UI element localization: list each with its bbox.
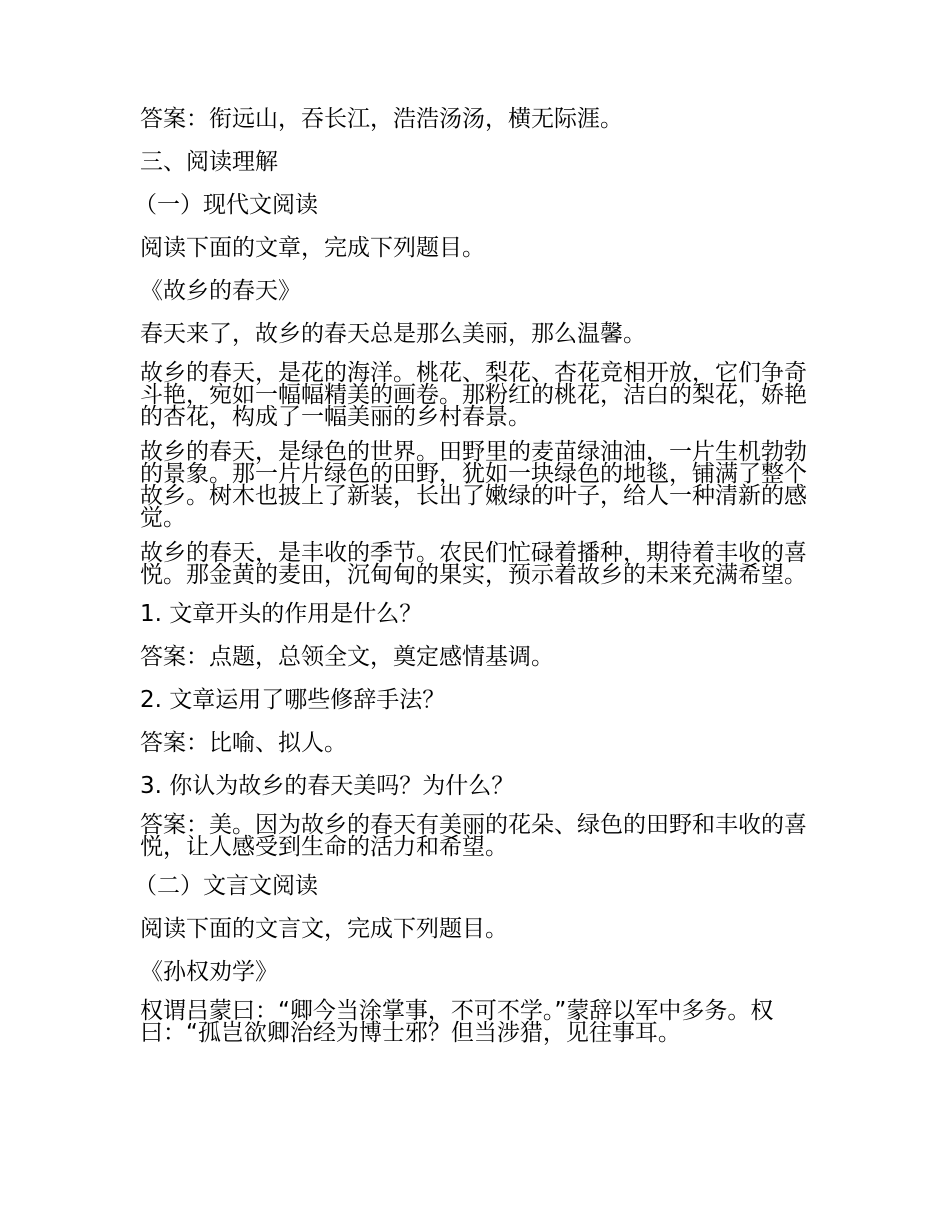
article-paragraph: 故乡的春天，是丰收的季节。农民们忙碌着播种，期待着丰收的喜悦。那金黄的麦田，沉甸甸的果实，预示着故乡的未来充满希望。 [140,540,807,588]
classical-text-paragraph: 权谓吕蒙曰：“卿今当涂掌事，不可不学。”蒙辞以军中多务。权曰：“孤岂欲卿治经为博士邪？但当涉猎，见往事耳。 [140,998,774,1046]
article-paragraph: 春天来了，故乡的春天总是那么美丽，那么温馨。 [140,321,646,347]
question-line: 2. 文章运用了哪些修辞手法？ [140,687,446,713]
question-line: 3. 你认为故乡的春天美吗？为什么？ [140,773,515,799]
instruction-line: 阅读下面的文言文，完成下列题目。 [140,916,508,942]
article-paragraph: 故乡的春天，是绿色的世界。田野里的麦苗绿油油，一片生机勃勃的景象。那一片片绿色的田野，犹如一块绿色的地毯，铺满了整个故乡。树木也披上了新装，长出了嫩绿的叶子，给人一种清新的感觉。 [140,439,807,531]
instruction-line: 阅读下面的文章，完成下列题目。 [140,235,485,261]
article-title: 《孙权劝学》 [140,959,278,985]
answer-line: 答案：比喻、拟人。 [140,730,347,756]
answer-line: 答案：美。因为故乡的春天有美丽的花朵、绿色的田野和丰收的喜悦，让人感受到生命的活力和希望。 [140,812,807,860]
subsection-heading: （一）现代文阅读 [134,192,318,218]
section-heading: 三、阅读理解 [140,149,278,175]
document-page [134,104,812,1057]
subsection-heading: （二）文言文阅读 [134,873,318,899]
article-title: 《故乡的春天》 [140,278,301,304]
answer-line: 答案：衔远山，吞长江，浩浩汤汤，横无际涯。 [140,106,623,132]
answer-line: 答案：点题，总领全文，奠定感情基调。 [140,644,554,670]
question-line: 1. 文章开头的作用是什么？ [140,601,423,627]
article-paragraph: 故乡的春天，是花的海洋。桃花、梨花、杏花竞相开放，它们争奇斗艳，宛如一幅幅精美的画卷。那粉红的桃花，洁白的梨花，娇艳的杏花，构成了一幅美丽的乡村春景。 [140,360,807,430]
